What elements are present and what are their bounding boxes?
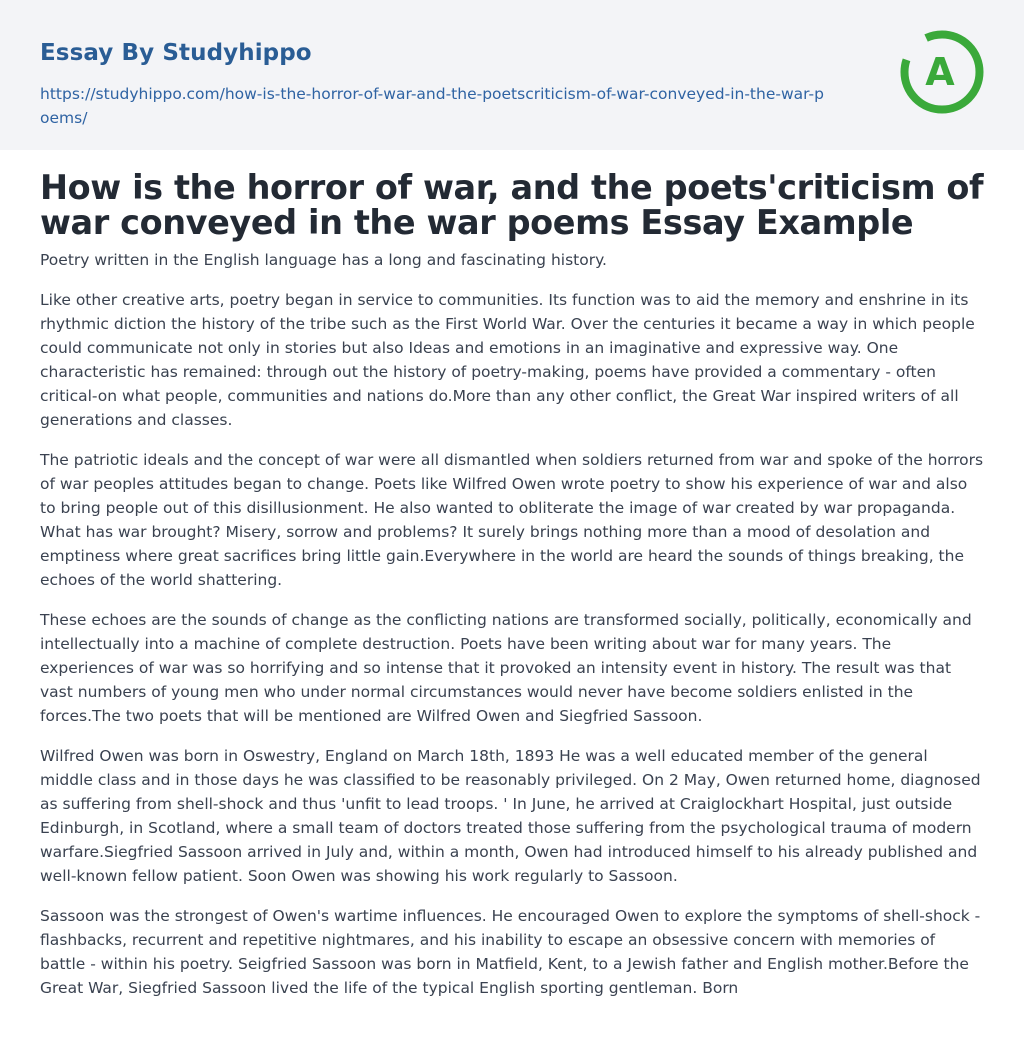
- studyhippo-logo-icon[interactable]: [896, 28, 988, 116]
- logo-letter: A: [925, 50, 955, 94]
- site-brand[interactable]: Essay By Studyhippo: [40, 40, 312, 66]
- article: [40, 170, 985, 1016]
- source-url-link[interactable]: https://studyhippo.com/how-is-the-horror-of-war-and-the-poetscriticism-of-war-conveyed-in-the-war-poems/: [40, 85, 824, 127]
- paragraph: Poetry written in the English language has a long and fascinating history.: [40, 251, 607, 269]
- paragraph: Sassoon was the strongest of Owen's wartime influences. He encouraged Owen to explore the symptoms of shell-shock - flashbacks, recurrent and repetitive nightmares, and his inability to escape an obsessive concern with memories of battle - within his poetry. Seigfried Sassoon was born in Matfield, Kent, to a Jewish father and English mother.Before the Great War, Siegfried Sassoon lived the life of the typical English sporting gentleman. Born: [40, 907, 981, 997]
- article-title: How is the horror of war, and the poets'criticism of war conveyed in the war poems Essay Example: [40, 168, 984, 242]
- paragraph: These echoes are the sounds of change as the conflicting nations are transformed socially, politically, economically and intellectually into a machine of complete destruction. Poets have been writing about war for many years. The experiences of war was so horrifying and so intense that it provoked an intensity event in history. The result was that vast numbers of young men who under normal circumstances would never have become soldiers enlisted in the forces.The two poets that will be mentioned are Wilfred Owen and Siegfried Sassoon.: [40, 611, 972, 725]
- article-body: [40, 248, 985, 1000]
- paragraph: Like other creative arts, poetry began in service to communities. Its function was to aid the memory and enshrine in its rhythmic diction the history of the tribe such as the First World War. Over the centuries it became a way in which people could communicate not only in stories but also Ideas and emotions in an imaginative and expressive way. One characteristic has remained: through out the history of poetry-making, poems have provided a commentary - often critical-on what people, communities and nations do.More than any other conflict, the Great War inspired writers of all generations and classes.: [40, 291, 975, 429]
- paragraph: Wilfred Owen was born in Oswestry, England on March 18th, 1893 He was a well educated member of the general middle class and in those days he was classified to be reasonably privileged. On 2 May, Owen returned home, diagnosed as suffering from shell-shock and thus 'unfit to lead troops. ' In June, he arrived at Craiglockhart Hospital, just outside Edinburgh, in Scotland, where a small team of doctors treated those suffering from the psychological trauma of modern warfare.Siegfried Sassoon arrived in July and, within a month, Owen had introduced himself to his already published and well-known fellow patient. Soon Owen was showing his work regularly to Sassoon.: [40, 747, 981, 885]
- site-header: [0, 0, 1024, 150]
- paragraph: The patriotic ideals and the concept of war were all dismantled when soldiers returned from war and spoke of the horrors of war peoples attitudes began to change. Poets like Wilfred Owen wrote poetry to show his experience of war and also to bring people out of this disillusionment. He also wanted to obliterate the image of war created by war propaganda. What has war brought? Misery, sorrow and problems? It surely brings nothing more than a mood of desolation and emptiness where great sacrifices bring little gain.Everywhere in the world are heard the sounds of things breaking, the echoes of the world shattering.: [40, 451, 984, 589]
